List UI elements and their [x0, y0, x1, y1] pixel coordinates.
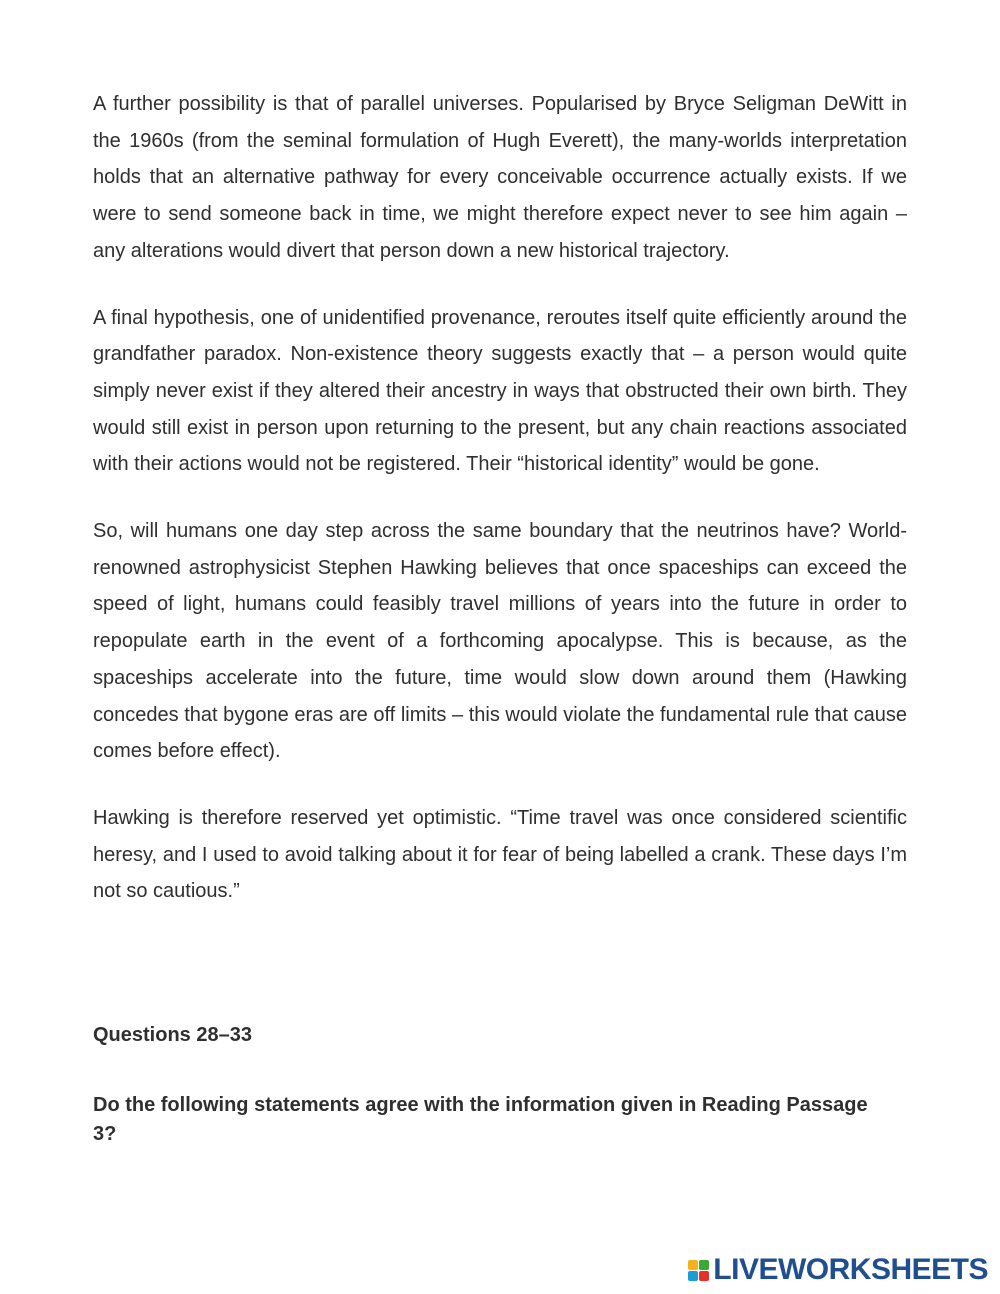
liveworksheets-logo [688, 1252, 988, 1288]
passage [93, 86, 907, 940]
logo-square-yellow [688, 1260, 698, 1270]
liveworksheets-logo-icon [688, 1260, 709, 1281]
logo-text: LIVEWORKSHEETS [713, 1253, 988, 1286]
passage-paragraph-3: So, will humans one day step across the same boundary that the neutrinos have? World-renowned astrophysicist Stephen Hawking believes that once spaceships can exceed the speed of light, humans could feasibly travel millions of years into the future in order to repopulate earth in the event of a forthcoming apocalypse. This is because, as the spaceships accelerate into the future, time would slow down around them (Hawking concedes that bygone eras are off limits – this would violate the fundamental rule that cause comes before effect). [93, 520, 907, 763]
logo-square-blue [688, 1271, 698, 1281]
passage-paragraph-1: A further possibility is that of parallel universes. Popularised by Bryce Seligman DeWitt in the 1960s (from the seminal formulation of Hugh Everett), the many-worlds interpretation holds that an alternative pathway for every conceivable occurrence actually exists. If we were to send someone back in time, we might therefore expect never to see him again – any alterations would divert that person down a new historical trajectory. [93, 93, 907, 262]
logo-square-red [699, 1271, 709, 1281]
passage-paragraph-2: A final hypothesis, one of unidentified provenance, reroutes itself quite efficiently around the grandfather paradox. Non-existence theory suggests exactly that – a person would quite simply never exist if they altered their ancestry in ways that obstructed their own birth. They would still exist in person upon returning to the present, but any chain reactions associated with their actions would not be registered. Their “historical identity” would be gone. [93, 306, 907, 476]
questions-title: Questions 28–33 [93, 1024, 252, 1046]
logo-square-green [699, 1260, 709, 1270]
passage-paragraph-4: Hawking is therefore reserved yet optimistic. “Time travel was once considered scientific heresy, and I used to avoid talking about it for fear of being labelled a crank. These days I’m not so cautious.” [93, 806, 907, 903]
questions-instructions: Do the following statements agree with the information given in Reading Passage 3? [93, 1094, 868, 1145]
